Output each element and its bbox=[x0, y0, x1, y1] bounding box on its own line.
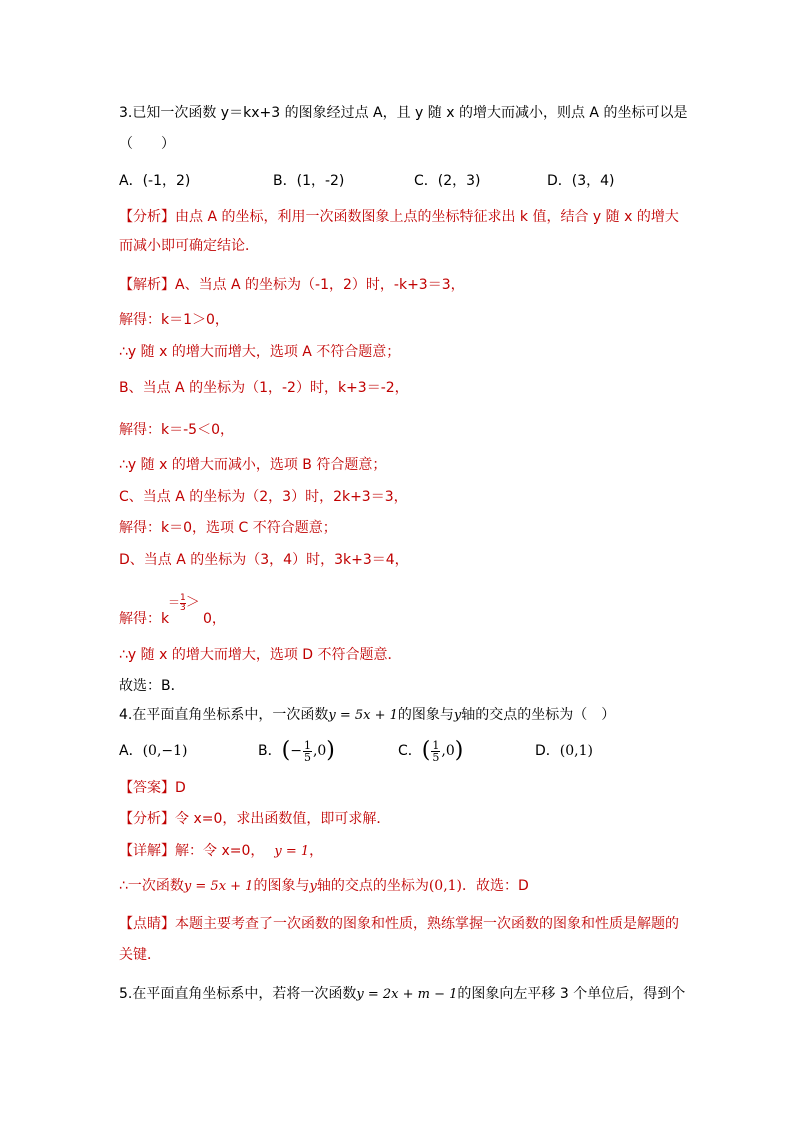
q4-option-b-denominator: 5 bbox=[303, 750, 311, 764]
q3-solution-line1 bbox=[119, 275, 465, 295]
q3-solution-line10-fraction bbox=[168, 594, 200, 613]
q3-answer-line: 故选：B． bbox=[119, 678, 185, 694]
q4-option-a-label: A． bbox=[119, 743, 143, 759]
q4-option-c: C．( $\frac{1}{5}$ ,0) bbox=[398, 738, 464, 764]
q4-analysis-line bbox=[119, 809, 390, 829]
q3-analysis-line1 bbox=[119, 207, 679, 227]
q4-conclusion-mid: 的图象与 bbox=[253, 878, 310, 894]
q3-stem-line2: （ ） bbox=[119, 136, 175, 152]
q3-solution-line11: ∴y 随 x 的增大而增大，选项 D 不符合题意． bbox=[119, 647, 402, 663]
q4-answer-line bbox=[119, 778, 186, 798]
q4-conclusion-line bbox=[119, 876, 529, 897]
q4-comment-tag: 【点睛】 bbox=[119, 916, 175, 932]
q4-detail-formula: y = 1 bbox=[274, 844, 310, 859]
q3-solution-line8: 解得：k＝0，选项 C 不符合题意； bbox=[119, 520, 337, 536]
q3-option-c: C．(2，3) bbox=[414, 173, 481, 189]
q3-solution-line10-equals: ＝ bbox=[168, 595, 181, 610]
q4-detail-text: 解：令 x=0， bbox=[175, 843, 265, 859]
q4-stem-prefix: 4.在平面直角坐标系中，一次函数 bbox=[119, 707, 329, 723]
q3-solution-line10-numerator: 1 bbox=[180, 593, 186, 603]
q3-analysis-tag: 【分析】 bbox=[119, 209, 175, 225]
q4-conclusion-point: (0,1) bbox=[428, 878, 463, 894]
q3-solution-line5: 解得：k＝-5＜0， bbox=[119, 422, 234, 438]
q4-conclusion-formula: y = 5x + 1 bbox=[183, 879, 254, 894]
q4-option-b-numerator: 1 bbox=[303, 738, 311, 752]
q4-detail-tail: ， bbox=[309, 843, 324, 859]
q4-option-b-sign: − bbox=[290, 743, 302, 759]
q4-comment-text1: 本题主要考查了一次函数的图象和性质，熟练掌握一次函数的图象和性质是解题的 bbox=[175, 916, 679, 932]
q4-conclusion-var: y bbox=[309, 879, 317, 894]
q4-option-c-fraction bbox=[431, 740, 440, 763]
q3-solution-line9: D、当点 A 的坐标为（3，4）时，3k+3＝4， bbox=[119, 552, 409, 568]
q4-analysis-tag: 【分析】 bbox=[119, 811, 175, 827]
q4-answer-value: D bbox=[175, 780, 186, 796]
q4-option-b-fraction bbox=[303, 740, 312, 763]
q3-solution-line10-suffix: 0， bbox=[203, 611, 226, 627]
q5-stem bbox=[119, 984, 685, 1005]
q3-solution-line7: C、当点 A 的坐标为（2，3）时，2k+3＝3， bbox=[119, 489, 408, 505]
q3-solution-line2: 解得：k＝1＞0， bbox=[119, 312, 229, 328]
q4-stem-var: y bbox=[453, 708, 462, 723]
q4-option-b-tail: ,0 bbox=[312, 743, 327, 759]
q4-option-d-label: D． bbox=[535, 743, 560, 759]
q3-option-b: B．(1，-2) bbox=[273, 173, 345, 189]
q4-option-c-numerator: 1 bbox=[432, 738, 440, 752]
q3-solution-tag: 【解析】 bbox=[119, 277, 175, 293]
q5-stem-formula: y = 2x + m − 1 bbox=[356, 987, 458, 1002]
q3-solution-line10-gt: ＞ bbox=[185, 594, 200, 611]
q4-option-d bbox=[535, 741, 593, 761]
q4-conclusion-mid2: 轴的交点的坐标为 bbox=[316, 878, 429, 894]
q4-option-b: B．(− $\frac{1}{5}$ ,0) bbox=[258, 738, 335, 764]
q4-detail-line bbox=[119, 841, 323, 862]
q4-option-d-value: (0,1) bbox=[559, 743, 593, 759]
q4-option-c-label: C． bbox=[398, 743, 422, 759]
q5-stem-prefix: 5.在平面直角坐标系中，若将一次函数 bbox=[119, 986, 357, 1002]
q4-stem bbox=[119, 705, 615, 726]
q4-option-a bbox=[119, 741, 188, 761]
q4-conclusion-suffix: ．故选：D bbox=[462, 878, 529, 894]
q3-option-a: A．(-1，2) bbox=[119, 173, 191, 189]
q4-option-b-label: B． bbox=[258, 743, 282, 759]
q4-conclusion-prefix: ∴一次函数 bbox=[119, 878, 184, 894]
q3-solution-line6: ∴y 随 x 的增大而减小，选项 B 符合题意； bbox=[119, 457, 387, 473]
q3-solution-line10-denominator: 3 bbox=[180, 603, 186, 613]
q4-stem-mid: 的图象与 bbox=[397, 707, 454, 723]
q4-analysis-text: 令 x=0，求出函数值，即可求解． bbox=[175, 811, 391, 827]
q5-stem-suffix: 的图象向左平移 3 个单位后，得到个 bbox=[457, 986, 686, 1002]
q4-option-c-tail: ,0 bbox=[441, 743, 455, 759]
q3-analysis-line2: 而减小即可确定结论． bbox=[119, 238, 259, 254]
q3-solution-line4: B、当点 A 的坐标为（1，-2）时，k+3＝-2， bbox=[119, 380, 409, 396]
q3-solution-text1: A、当点 A 的坐标为（-1，2）时，-k+3＝3， bbox=[175, 277, 465, 293]
q4-stem-suffix: 轴的交点的坐标为（ ） bbox=[461, 707, 616, 723]
q4-answer-tag: 【答案】 bbox=[119, 780, 175, 796]
q3-analysis-text1: 由点 A 的坐标，利用一次函数图象上点的坐标特征求出 k 值，结合 y 随 x 的增大 bbox=[175, 209, 679, 225]
q4-option-a-value: (0,−1) bbox=[142, 743, 188, 759]
q4-option-c-denominator: 5 bbox=[432, 750, 440, 764]
q3-option-d: D．(3，4) bbox=[547, 173, 615, 189]
q4-comment-line2: 关键． bbox=[119, 947, 161, 963]
q4-detail-tag: 【详解】 bbox=[119, 843, 175, 859]
q3-solution-line3: ∴y 随 x 的增大而增大，选项 A 不符合题意； bbox=[119, 344, 401, 360]
q3-stem-line1: 3.已知一次函数 y＝kx+3 的图象经过点 A，且 y 随 x 的增大而减小，则点 A 的坐标可以是 bbox=[119, 105, 688, 121]
q4-comment-line1 bbox=[119, 914, 679, 934]
q4-stem-formula: y = 5x + 1 bbox=[328, 708, 398, 723]
q3-solution-line10-prefix: 解得：k bbox=[119, 611, 170, 627]
